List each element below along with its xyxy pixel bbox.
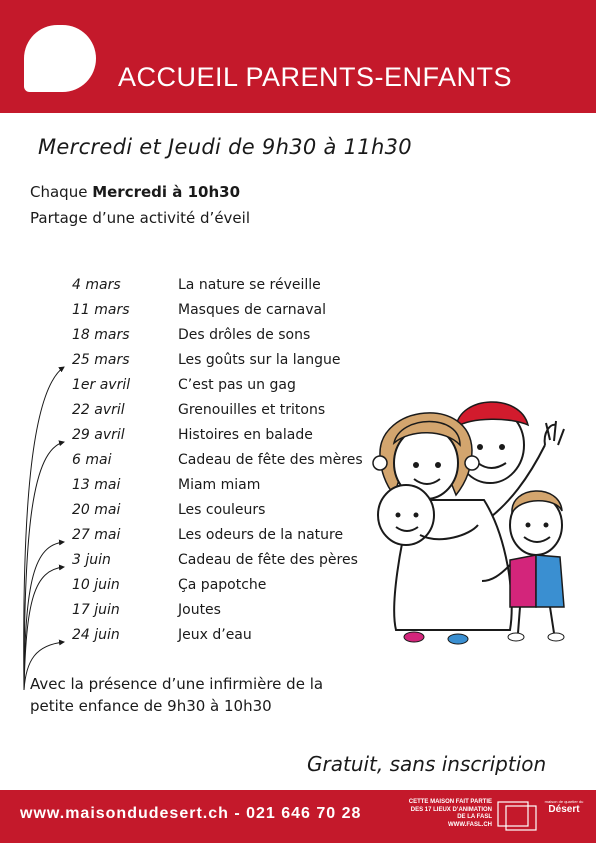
fasl-line: CETTE MAISON FAIT PARTIE	[408, 799, 492, 805]
page-title: ACCUEIL PARENTS-ENFANTS	[118, 62, 513, 92]
footer-banner	[0, 790, 596, 843]
schedule-date: 3 juin	[72, 552, 111, 568]
schedule-activity: C’est pas un gag	[178, 377, 296, 393]
schedule-activity: Les couleurs	[178, 502, 266, 518]
fasl-frames-logo	[496, 798, 540, 834]
logo-small-text: maison de quartier du	[544, 799, 584, 804]
schedule-date: 10 juin	[72, 577, 120, 593]
schedule-activity: Les goûts sur la langue	[178, 352, 341, 368]
schedule-activity: Les odeurs de la nature	[178, 527, 344, 543]
schedule-date: 18 mars	[72, 327, 130, 343]
fasl-notice	[392, 799, 492, 829]
schedule-activity: Miam miam	[178, 477, 261, 493]
schedule-date: 22 avril	[72, 402, 125, 418]
schedule-date: 17 juin	[72, 602, 120, 618]
nurse-line-2: petite enfance de 9h30 à 10h30	[30, 697, 272, 715]
nurse-line-1: Avec la présence d’une infirmière de la	[30, 675, 324, 693]
schedule-activity: Jeux d’eau	[178, 627, 252, 643]
schedule-activity: Grenouilles et tritons	[178, 402, 326, 418]
arrow-line	[24, 567, 64, 690]
schedule-date: 29 avril	[72, 427, 125, 443]
intro-line-2: Partage d’une activité d’éveil	[30, 209, 250, 227]
schedule-activity: Cadeau de fête des pères	[178, 552, 358, 568]
schedule-date: 20 mai	[72, 502, 121, 518]
intro-bold: Mercredi à 10h30	[92, 183, 241, 201]
schedule-activity: La nature se réveille	[178, 277, 321, 293]
free-entry-note: Gratuit, sans inscription	[307, 752, 547, 776]
schedule-activity: Cadeau de fête des mères	[178, 452, 363, 468]
schedule-date: 6 mai	[72, 452, 112, 468]
schedule-date: 1er avril	[72, 377, 131, 393]
schedule-subtitle: Mercredi et Jeudi de 9h30 à 11h30	[38, 135, 412, 159]
fasl-line: DE LA FASL	[457, 814, 492, 820]
schedule-date: 25 mars	[72, 352, 130, 368]
schedule-date: 11 mars	[72, 302, 130, 318]
arrow-line	[24, 542, 64, 690]
intro-prefix: Chaque	[30, 183, 93, 201]
schedule-activity: Histoires en balade	[178, 427, 313, 443]
schedule-activity: Ça papotche	[178, 577, 267, 593]
family-illustration	[360, 385, 592, 650]
schedule-date: 24 juin	[72, 627, 120, 643]
logo-big-text: Désert	[548, 804, 580, 815]
schedule-activity: Des drôles de sons	[178, 327, 311, 343]
schedule-activity: Masques de carnaval	[178, 302, 327, 318]
website-phone-link[interactable]: www.maisondudesert.ch - 021 646 70 28	[20, 805, 362, 822]
fasl-link[interactable]: WWW.FASL.CH	[448, 821, 492, 828]
schedule-date: 27 mai	[72, 527, 121, 543]
schedule-activity: Joutes	[178, 602, 221, 618]
fasl-line: DES 17 LIEUX D’ANIMATION	[410, 806, 492, 813]
schedule-date: 13 mai	[72, 477, 121, 493]
maison-du-desert-logo	[544, 799, 584, 815]
schedule-date: 4 mars	[72, 277, 121, 293]
